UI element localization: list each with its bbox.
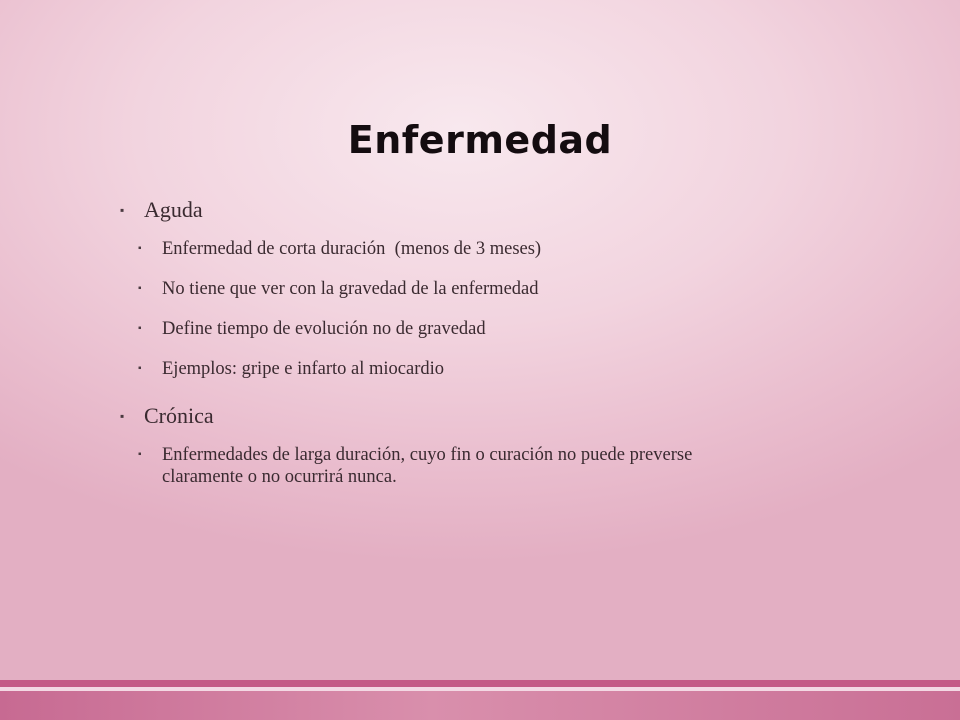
square-bullet-icon: ▪ bbox=[138, 323, 142, 334]
list-item bbox=[138, 358, 818, 380]
list-item bbox=[138, 238, 818, 260]
list-item-text: Define tiempo de evolución no de gravedad bbox=[162, 319, 486, 339]
square-bullet-icon: ▪ bbox=[120, 409, 125, 423]
list-item-text: Enfermedades de larga duración, cuyo fin o curación no puede preverse claramente o no ocurrirá nunca. bbox=[162, 445, 693, 487]
footer-band-bottom bbox=[0, 691, 960, 720]
list-item-text: Ejemplos: gripe e infarto al miocardio bbox=[162, 359, 445, 379]
list-item-text: No tiene que ver con la gravedad de la enfermedad bbox=[162, 279, 539, 299]
footer-band bbox=[0, 680, 960, 687]
square-bullet-icon: ▪ bbox=[138, 283, 142, 294]
square-bullet-icon: ▪ bbox=[138, 363, 142, 374]
slide-content bbox=[118, 196, 818, 488]
slide-title: Enfermedad bbox=[347, 118, 613, 162]
section-heading-label: Aguda bbox=[144, 197, 203, 222]
square-bullet-icon: ▪ bbox=[138, 449, 142, 460]
section-heading-aguda bbox=[118, 196, 818, 224]
square-bullet-icon: ▪ bbox=[138, 243, 142, 254]
list-item bbox=[138, 318, 818, 340]
list-item bbox=[138, 278, 818, 300]
section-heading-label: Crónica bbox=[144, 403, 214, 428]
section-heading-cronica bbox=[118, 402, 818, 430]
list-item-text: Enfermedad de corta duración (menos de 3 meses) bbox=[162, 239, 542, 259]
list-item bbox=[138, 444, 762, 488]
square-bullet-icon: ▪ bbox=[120, 203, 125, 217]
